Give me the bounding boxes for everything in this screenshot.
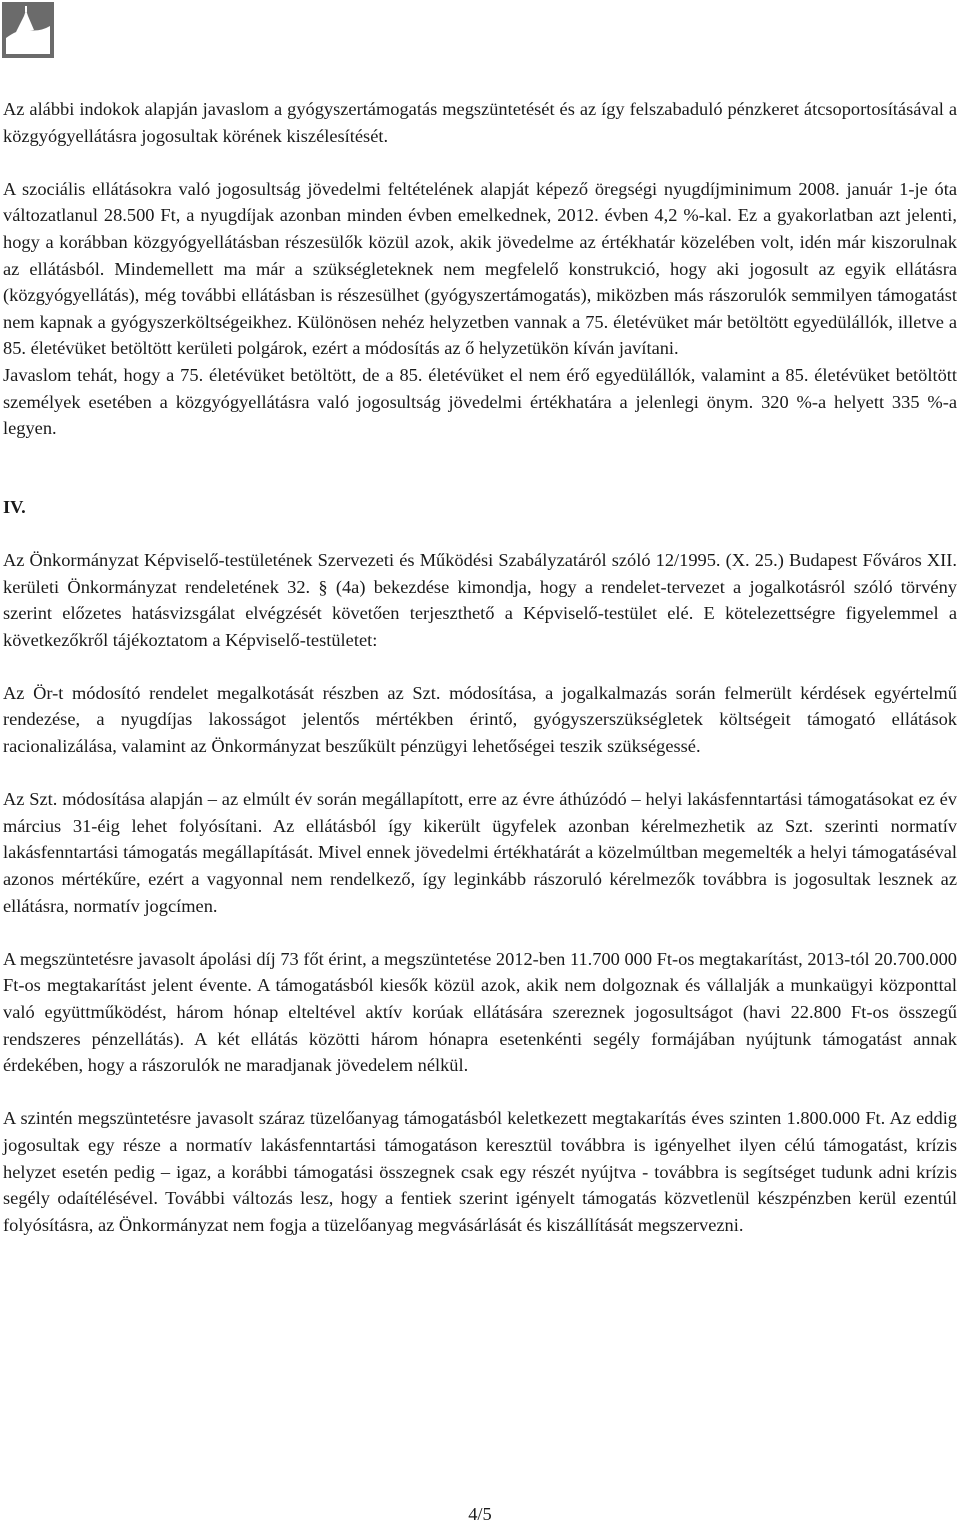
section-heading: IV. [3,496,26,517]
page-number: 4/5 [468,1504,492,1524]
paragraph-regulation-reasons: Az Ör-t módosító rendelet megalkotását részben az Szt. módosítása, a jogalkalmazás során felmerült kérdések egyértelmű rendezése, a nyugdíjas lakosságot jelentős mértékben érintő, gyógyszerszükségletek költségeit támogató ellátások racionalizálása, valamint az Önkormányzat beszűkült pénzügyi lehetőségei teszik szükségessé. [3,682,957,757]
paragraph-impact-assessment: Az Önkormányzat Képviselő-testületének Szervezeti és Működési Szabályzatáról szóló 12/1995. (X. 25.) Budapest Főváros XII. kerületi Önkormányzat rendeletének 32. § (4a) bekezdése kimondja, hogy a rendelet-tervezet a jogalkotásról szóló törvény szerint előzetes hatásvizsgálat elvégzését követően terjeszthető a Képviselő-testület elé. E kötelezettségre figyelemmel a következőkről tájékoztatom a Képviselő-testületet: [3,549,957,650]
document-body [3,96,957,1238]
paragraph-fuel-support: A szintén megszüntetésre javasolt száraz tüzelőanyag támogatásból keletkezett megtakarítás éves szinten 1.800.000 Ft. Az eddig jogosultak egy része a normatív lakásfenntartási támogatáson keresztül továbbra is igényelhet ilyen célú támogatást, krízis helyzet esetén pedig – igaz, a korábbi támogatási összegnek csak egy részét nyújtva - továbbra is segítséget tudunk adni krízis segély odaítélésével. További változás lesz, hogy a fentiek szerint igényelt támogatás közvetlenül készpénzben kerül ezentúl folyósításra, az Önkormányzat nem fogja a tüzelőanyag megvásárlását és kiszállítását megszervezni. [3,1108,957,1235]
paragraph-housing-support: Az Szt. módosítása alapján – az elmúlt év során megállapított, erre az évre áthúzódó – helyi lakásfenntartási támogatásokat ez év március 31-éig lehet folyósítani. Az ellátásból így kikerült ügyfelek azonban kérelmezhetik az Szt. szerinti normatív lakásfenntartási támogatás megállapítását. Mivel ennek jövedelmi értékhatárát a közelmúltban megemelték a helyi támogatáséval azonos mértékűre, ezért a vagyonnal nem rendelkező, így leginkább rászoruló kérelmezők továbbra is jogosultak lesznek az ellátásra, normatív jogcímen. [3,789,957,916]
building-logo-icon [2,2,54,58]
paragraph-proposal-threshold: Javaslom tehát, hogy a 75. életévüket betöltött, de a 85. életévüket el nem érő egyedülállók, valamint a 85. életévüket betöltött személyek esetében a közgyógyellátásra való jogosultság jövedelmi értékhatára a jelenlegi önym. 320 %-a helyett 335 %-a legyen. [3,364,957,439]
paragraph-pension-minimum: A szociális ellátásokra való jogosultság jövedelmi feltételének alapját képező öregségi nyugdíjminimum 2008. január 1-je óta változatlanul 28.500 Ft, a nyugdíjak azonban minden évben emelkednek, 2012. évben 4,2 %-kal. Ez a gyakorlatban azt jelenti, hogy a korábban közgyógyellátásban részesülők közül azok, akik jövedelme az értékhatár közelében volt, idén már kiszorulnak az ellátásból. Mindemellett ma már a szükségleteknek nem megfelelő konstrukció, hogy aki jogosult az egyik ellátásra (közgyógyellátás), még további ellátásban is részesülhet (gyógyszertámogatás), miközben más rászorulók semmilyen támogatást nem kapnak a gyógyszerköltségeikhez. Különösen nehéz helyzetben vannak a 75. életévüket már betöltött egyedülállók, illetve a 85. életévüket betöltött kerületi polgárok, ezért a módosítás az ő helyzetükön kíván javítani. [3,178,957,359]
paragraph-care-allowance: A megszüntetésre javasolt ápolási díj 73 főt érint, a megszüntetése 2012-ben 11.700 000 Ft-os megtakarítást, 2013-tól 20.700.000 Ft-os megtakarítást jelent évente. A támogatásból kiesők közül azok, akik nem dolgoznak és vállalják a munkaügyi központtal való együttműködést, három hónap elteltével aktív korúak ellátására szereznek jogosultságot (havi 22.800 Ft-os összegű rendszeres pénzellátás). A két ellátás közötti három hónapra esetenkénti segély formájában nyújtunk támogatást annak érdekében, hogy a rászorulók ne maradjanak jövedelem nélkül. [3,948,957,1076]
paragraph-proposal-intro: Az alábbi indokok alapján javaslom a gyógyszertámogatás megszüntetését és az így felszabaduló pénzkeret átcsoportosításával a közgyógyellátásra jogosultak körének kiszélesítését. [3,99,957,146]
